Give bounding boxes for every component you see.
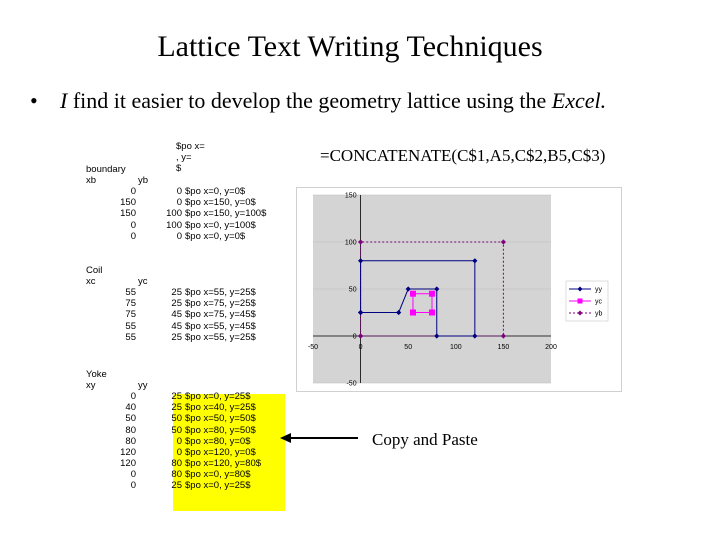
bullet-dot: • — [30, 88, 38, 113]
marker-yc — [410, 310, 416, 316]
bullet-text: find it easier to develop the geometry lattice using the — [67, 88, 552, 113]
cell-c: $po x=150, y=0$ — [185, 197, 256, 209]
header-c3: $ — [176, 163, 182, 174]
marker-yc — [429, 310, 435, 316]
col-a-header: xc — [86, 276, 96, 288]
cell-c: $po x=0, y=25$ — [185, 480, 251, 491]
cell-b: 45 — [171, 320, 182, 332]
cell-b: 50 — [171, 413, 182, 425]
cell-b: 50 — [171, 424, 182, 436]
marker-yc — [410, 291, 416, 297]
cell-b: 80 — [171, 457, 182, 469]
legend-label-yy: yy — [595, 286, 602, 294]
cell-c: $po x=75, y=45$ — [185, 309, 256, 321]
cell-c: $po x=150, y=100$ — [185, 208, 267, 220]
cell-b: 80 — [171, 468, 182, 480]
cell-a: 120 — [120, 446, 136, 458]
cell-b: 0 — [176, 186, 182, 198]
cell-b: 45 — [171, 309, 182, 321]
y-tick-label: 100 — [344, 239, 357, 247]
copy-paste-label: Copy and Paste — [372, 430, 478, 449]
legend-marker-yc — [578, 299, 583, 304]
cell-a: 55 — [125, 320, 136, 332]
marker-yc — [429, 291, 435, 297]
cell-a: 80 — [125, 424, 136, 436]
y-tick-label: 0 — [352, 333, 357, 341]
cell-a: 0 — [130, 391, 136, 403]
section-title: Coil — [86, 265, 103, 276]
y-tick-label: 50 — [348, 286, 357, 294]
cell-b: 25 — [171, 391, 182, 403]
cell-b: 100 — [166, 219, 182, 231]
cell-c: $po x=75, y=25$ — [185, 298, 256, 310]
slide-title: Lattice Text Writing Techniques — [157, 30, 543, 63]
cell-b: 0 — [176, 230, 182, 242]
cell-c: $po x=0, y=100$ — [185, 219, 256, 231]
cell-a: 0 — [130, 219, 136, 231]
cell-c: $po x=0, y=0$ — [185, 186, 246, 198]
cell-c: $po x=80, y=50$ — [185, 424, 256, 436]
bullet-italic-start: I — [60, 88, 68, 113]
cell-c: $po x=0, y=25$ — [185, 391, 251, 403]
cell-a: 0 — [130, 230, 136, 242]
cell-a: 0 — [130, 186, 136, 198]
cell-c: $po x=80, y=0$ — [185, 435, 251, 447]
cell-a: 0 — [130, 468, 136, 480]
x-tick-label: 100 — [449, 344, 462, 351]
cell-a: 0 — [130, 480, 136, 491]
lattice-chart — [296, 187, 622, 392]
cell-b: 25 — [171, 287, 182, 299]
cell-a: 55 — [125, 287, 136, 299]
cell-a: 120 — [120, 457, 136, 469]
col-a-header: xy — [86, 380, 96, 392]
bullet-italic-end: Excel. — [551, 88, 607, 113]
x-tick-label: -50 — [307, 344, 319, 351]
x-tick-label: 50 — [404, 344, 413, 351]
concatenate-formula: =CONCATENATE(C$1,A5,C$2,B5,C$3) — [320, 146, 606, 165]
cell-c: $po x=0, y=80$ — [185, 468, 251, 480]
cell-a: 75 — [125, 298, 136, 310]
cell-b: 25 — [171, 331, 182, 343]
col-a-header: xb — [86, 175, 97, 187]
cell-b: 0 — [176, 446, 182, 458]
cell-b: 100 — [166, 208, 182, 220]
cell-b: 25 — [171, 298, 182, 310]
cell-b: 25 — [171, 402, 182, 414]
legend-label-yc: yc — [595, 298, 602, 306]
cell-b: 0 — [176, 197, 182, 209]
left-arrow-icon — [280, 428, 360, 448]
y-tick-label: -50 — [346, 380, 357, 388]
col-b-header: yy — [138, 380, 148, 392]
x-tick-label: 200 — [545, 344, 557, 351]
cell-c: $po x=40, y=25$ — [185, 402, 256, 414]
header-c2: , y= — [176, 152, 192, 163]
cell-c: $po x=55, y=25$ — [185, 287, 256, 299]
cell-c: $po x=0, y=0$ — [185, 230, 246, 242]
legend-label-yb: yb — [595, 310, 603, 318]
cell-c: $po x=55, y=45$ — [185, 320, 256, 332]
cell-a: 50 — [125, 413, 136, 425]
cell-a: 55 — [125, 331, 136, 343]
col-b-header: yc — [138, 276, 148, 288]
x-tick-label: 0 — [358, 344, 363, 351]
cell-c: $po x=50, y=50$ — [185, 413, 256, 425]
cell-a: 150 — [120, 208, 136, 220]
section-title: Yoke — [86, 369, 107, 380]
chart-svg — [296, 187, 622, 392]
header-c1: $po x= — [176, 141, 205, 152]
cell-b: 0 — [176, 435, 182, 447]
cell-c: $po x=120, y=0$ — [185, 446, 256, 458]
x-tick-label: 150 — [497, 344, 510, 351]
y-tick-label: 150 — [344, 192, 357, 200]
section-title: boundary — [86, 164, 126, 175]
cell-c: $po x=120, y=80$ — [185, 457, 262, 469]
cell-a: 80 — [125, 435, 136, 447]
cell-a: 40 — [125, 402, 136, 414]
cell-b: 25 — [171, 480, 182, 491]
col-b-header: yb — [138, 175, 149, 187]
cell-a: 150 — [120, 197, 136, 209]
cell-a: 75 — [125, 309, 136, 321]
cell-c: $po x=55, y=25$ — [185, 331, 256, 343]
